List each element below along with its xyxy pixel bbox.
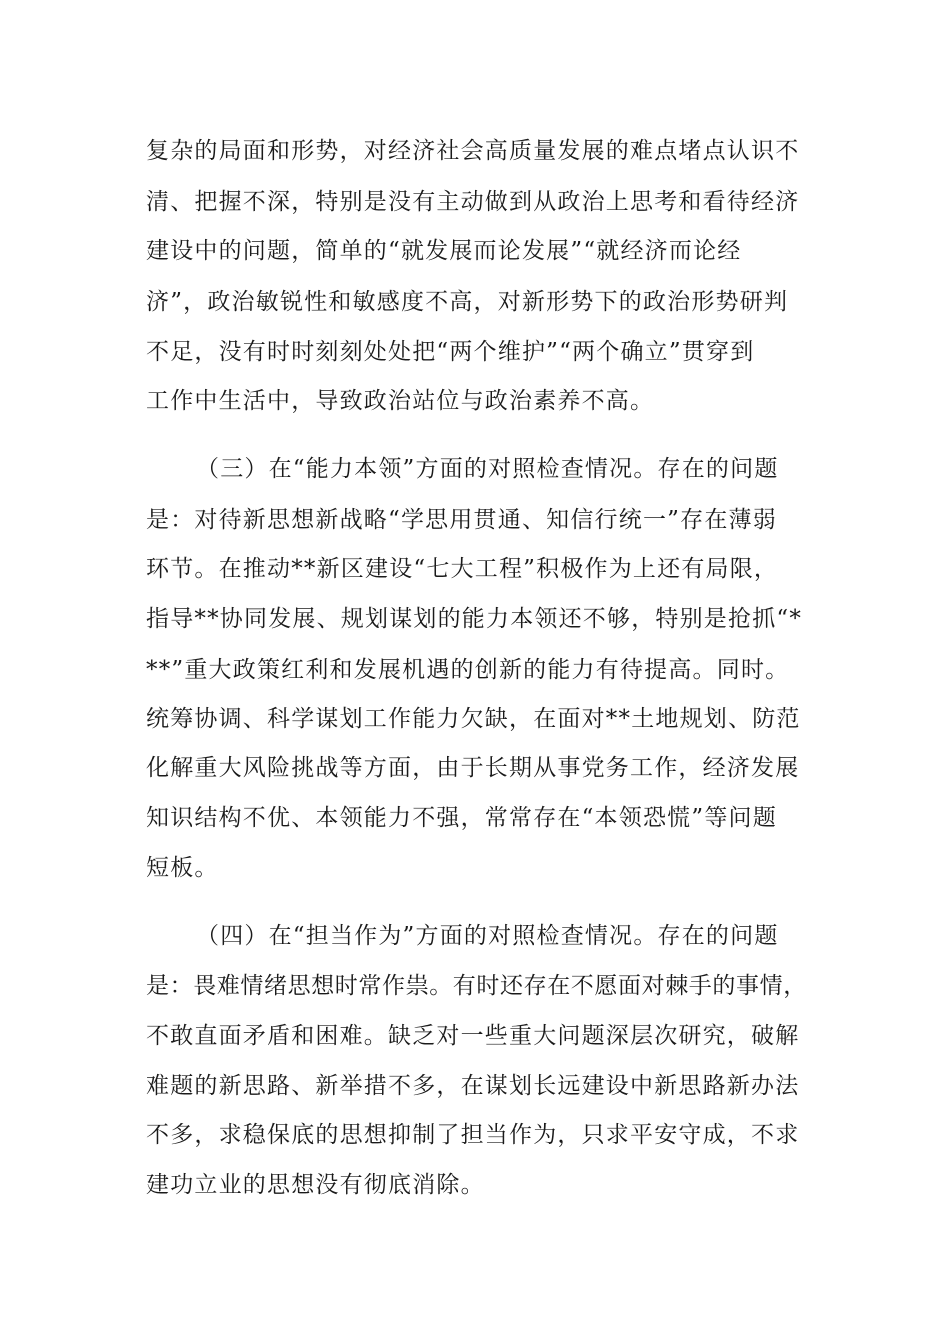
text-line: 环节。在推动**新区建设“七大工程”积极作为上还有局限， [146,556,779,582]
text-line: 建设中的问题，简单的“就发展而论发展”“就经济而论经 [146,238,742,264]
text-line: 工作中生活中，导致政治站位与政治素养不高。 [146,388,655,414]
text-line: 知识结构不优、本领能力不强，常常存在“本领恐慌”等问题 [146,805,777,831]
text-line: 化解重大风险挑战等方面，由于长期从事党务工作，经济发展 [146,755,800,781]
text-line: 济”，政治敏锐性和敏感度不高，对新形势下的政治形势研判 [146,289,789,315]
text-line: 清、把握不深，特别是没有主动做到从政治上思考和看待经济 [146,189,800,215]
text-line: 是：对待新思想新战略“学思用贯通、知信行统一”存在薄弱 [146,507,777,533]
text-line: **”重大政策红利和发展机遇的创新的能力有待提高。同时。 [146,657,790,683]
text-line: 统筹协调、科学谋划工作能力欠缺，在面对**土地规划、防范 [146,706,801,732]
section-heading-four: （四）在“担当作为”方面的对照检查情况。存在的问题 [196,923,779,949]
text-line: 指导**协同发展、规划谋划的能力本领还不够，特别是抢抓“* [146,606,803,632]
text-line: 建功立业的思想没有彻底消除。 [146,1172,485,1198]
section-heading-three: （三）在“能力本领”方面的对照检查情况。存在的问题 [196,456,779,482]
text-line: 短板。 [146,855,219,881]
text-line: 是：畏难情绪思想时常作祟。有时还存在不愿面对棘手的事情， [146,973,807,999]
text-line: 不多，求稳保底的思想抑制了担当作为，只求平安守成，不求 [146,1122,800,1148]
text-line: 不足，没有时时刻刻处处把“两个维护”“两个确立”贯穿到 [146,339,755,365]
text-line: 复杂的局面和形势，对经济社会高质量发展的难点堵点认识不 [146,138,800,164]
text-line: 难题的新思路、新举措不多，在谋划长远建设中新思路新办法 [146,1073,800,1099]
text-line: 不敢直面矛盾和困难。缺乏对一些重大问题深层次研究，破解 [146,1023,800,1049]
